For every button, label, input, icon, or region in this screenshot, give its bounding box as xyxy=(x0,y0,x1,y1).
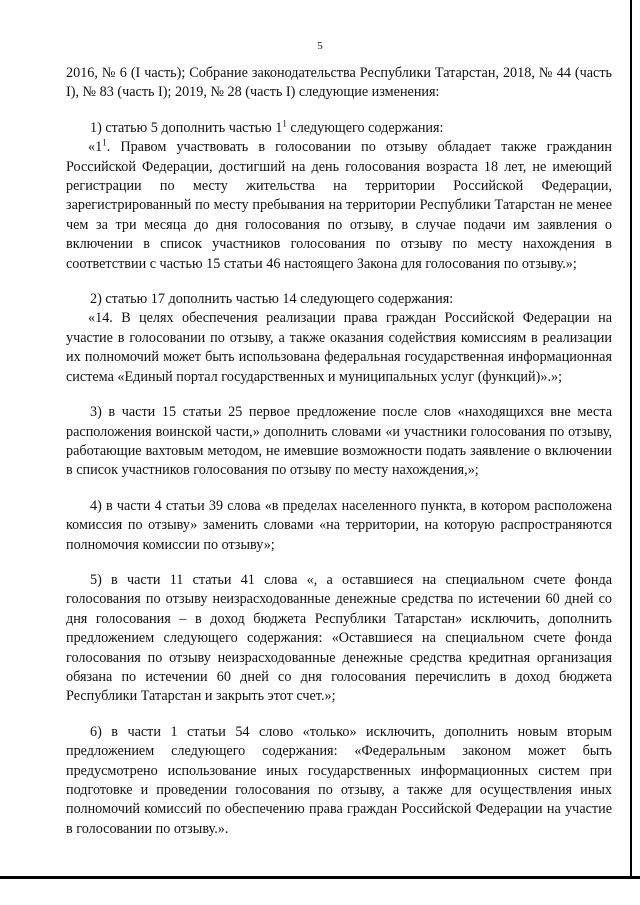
item-1-quote-text: . Правом участвовать в голосовании по отзыву обладает также гражданин Российской Федерации, достигший на день голосования возраста 18 лет, не имеющий регистрации по месту жительства на территории Российской Федерации, зарегистрированный по месту пребывания на территории Республики Татарстан не менее чем за три месяца до дня голосования по отзыву, в случае подачи им заявления о включении в список участников голосования по отзыву по месту нахождения в соответствии с частью 15 статьи 46 настоящего Закона для голосования по отзыву.»; xyxy=(66,139,612,272)
item-1-quote xyxy=(66,138,612,274)
spacer xyxy=(66,274,612,290)
item-4-paragraph: 4) в части 4 статьи 39 слова «в пределах населенного пункта, в котором расположена комиссия по отзыву» заменить словами «на территории, на которую распространяются полномочия комиссии по отзыву»; xyxy=(66,497,612,553)
scan-right-edge xyxy=(630,0,632,878)
scan-bottom-edge xyxy=(0,876,640,879)
page-number: 5 xyxy=(317,40,323,52)
intro-paragraph: 2016, № 6 (I часть); Собрание законодательства Республики Татарстан, 2018, № 44 (часть I), № 83 (часть I); 2019, № 28 (часть I) следующие изменения: xyxy=(66,65,612,101)
item-5-paragraph: 5) в части 11 статьи 41 слова «, а оставшиеся на специальном счете фонда голосования по отзыву неизрасходованные денежные средства по истечении 60 дней со дня голосования – в доход бюджета Республики Татарстан» исключить, дополнить предложением следующего содержания: «Оставшиеся на специальном счете фонда голосования по отзыву неизрасходованные денежные средства кредитная организация обязана по истечении 60 дней со дня голосования перечислить в доход бюджета Республики Татарстан и закрыть этот счет.»; xyxy=(66,571,612,705)
item-1-lead-sup: 1 xyxy=(282,118,287,129)
item-1-lead-text: 1) статью 5 дополнить частью 1 xyxy=(90,119,283,136)
spacer xyxy=(66,555,612,571)
item-1-lead xyxy=(66,119,612,138)
item-3-paragraph: 3) в части 15 статьи 25 первое предложение после слов «находящихся вне места расположения воинской части,» дополнить словами «и участники голосования по отзыву, работающие вахтовым методом, не имевшие возможности подать заявление о включении в список участников голосования по отзыву по месту нахождения,»; xyxy=(66,404,612,479)
item-2-lead: 2) статью 17 дополнить частью 14 следующего содержания: xyxy=(90,291,454,308)
spacer xyxy=(66,103,612,119)
spacer xyxy=(66,707,612,723)
item-1-quote-sup: 1 xyxy=(102,137,107,148)
document-body xyxy=(66,64,612,839)
item-2-quote: «14. В целях обеспечения реализации права граждан Российской Федерации на участие в голосовании по отзыву, а также оказания содействия комиссиям в реализации их полномочий может быть использована федеральная государственная информационная система «Единый портал государственных и муниципальных услуг (функций)».»; xyxy=(66,310,612,385)
item-6-paragraph: 6) в части 1 статьи 54 слово «только» исключить, дополнить новым вторым предложением следующего содержания: «Федеральным законом может быть предусмотрено использование иных государственных информационных систем при подготовке и проведении голосования по отзыву, а также для осуществления иных полномочий комиссий по обеспечению права граждан Российской Федерации на участие в голосовании по отзыву.». xyxy=(66,723,612,837)
spacer xyxy=(66,481,612,497)
spacer xyxy=(66,387,612,403)
item-1-lead-tail: следующего содержания: xyxy=(286,119,444,136)
item-1-quote-open: «1 xyxy=(88,139,103,156)
